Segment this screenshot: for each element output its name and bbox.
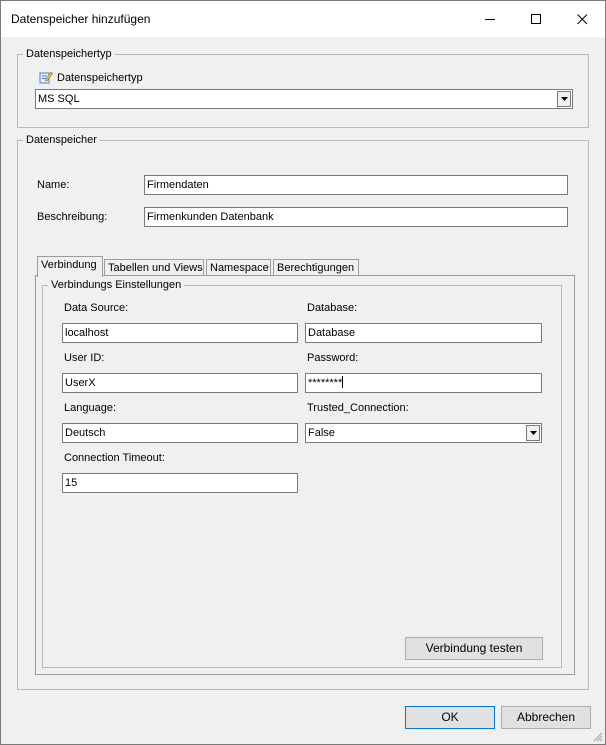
close-button[interactable] (559, 1, 605, 37)
tab-berechtigungen[interactable]: Berechtigungen (273, 259, 359, 277)
name-field[interactable]: Firmendaten (144, 175, 568, 195)
database-label: Database: (307, 302, 358, 314)
data-source-field[interactable]: localhost (62, 323, 298, 343)
type-label: Datenspeichertyp (57, 72, 143, 84)
chevron-down-icon (561, 97, 568, 101)
tab-namespace[interactable]: Namespace (206, 259, 271, 277)
language-field[interactable]: Deutsch (62, 423, 298, 443)
description-field[interactable]: Firmenkunden Datenbank (144, 207, 568, 227)
password-field[interactable] (305, 373, 542, 393)
user-id-label: User ID: (64, 352, 105, 364)
type-select-value: MS SQL (38, 93, 80, 105)
description-label: Beschreibung: (37, 211, 108, 223)
connection-timeout-field[interactable]: 15 (62, 473, 298, 493)
title-bar[interactable] (1, 1, 605, 37)
maximize-icon (531, 14, 542, 25)
connection-group-legend: Verbindungs Einstellungen (51, 279, 182, 291)
trusted-connection-select[interactable] (305, 423, 542, 443)
tab-verbindung[interactable]: Verbindung (37, 256, 103, 277)
type-group-legend: Datenspeichertyp (26, 48, 112, 60)
pencil-icon (39, 70, 53, 84)
text-caret (342, 376, 343, 388)
password-label: Password: (307, 352, 359, 364)
store-group-legend: Datenspeicher (26, 134, 97, 146)
trusted-connection-value: False (308, 427, 335, 439)
maximize-button[interactable] (513, 1, 559, 37)
minimize-icon (485, 14, 496, 25)
password-value: ******** (308, 377, 343, 389)
chevron-down-icon (530, 431, 537, 435)
tab-tabellen-und-views[interactable]: Tabellen und Views (104, 259, 204, 277)
cancel-button[interactable]: Abbrechen (501, 706, 591, 729)
language-label: Language: (64, 402, 116, 414)
window-title: Datenspeicher hinzufügen (11, 12, 151, 26)
close-icon (577, 14, 588, 25)
type-group (17, 48, 589, 128)
minimize-button[interactable] (467, 1, 513, 37)
trusted-connection-dropdown[interactable] (526, 425, 540, 441)
type-select[interactable] (35, 89, 573, 109)
user-id-field[interactable]: UserX (62, 373, 298, 393)
database-field[interactable]: Database (305, 323, 542, 343)
data-source-label: Data Source: (64, 302, 129, 314)
resize-grip-icon[interactable] (591, 730, 603, 742)
name-label: Name: (37, 179, 70, 191)
trusted-connection-label: Trusted_Connection: (307, 402, 409, 414)
connection-timeout-label: Connection Timeout: (64, 452, 165, 464)
type-select-dropdown[interactable] (557, 91, 571, 107)
test-connection-button[interactable]: Verbindung testen (405, 637, 543, 660)
ok-button[interactable]: OK (405, 706, 495, 729)
